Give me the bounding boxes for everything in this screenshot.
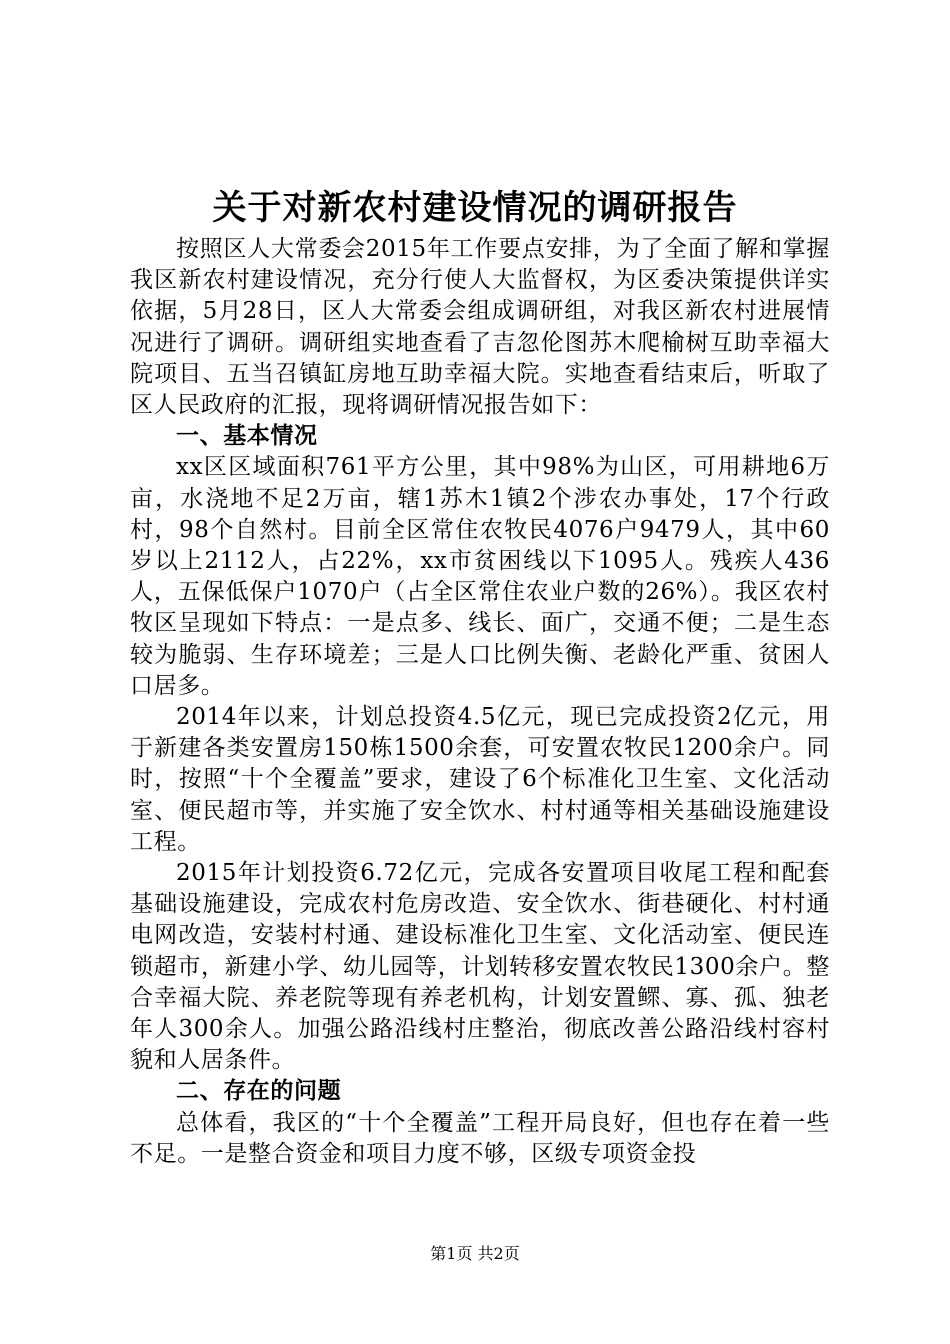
- document-body: [130, 234, 830, 1170]
- section-heading-basic-situation: 一、基本情况: [176, 423, 318, 450]
- section1-paragraph-1: xx区区域面积761平方公里，其中98%为山区，可用耕地6万亩，水浇地不足2万亩，辖1苏木1镇2个涉农办事处，17个行政村，98个自然村。目前全区常住农牧民4076户9479人，其中60岁以上2112人，占22%，xx市贫困线以下1095人。残疾人436人，五保低保户1070户（占全区常住农业户数的26%）。我区农村牧区呈现如下特点：一是点多、线长、面广，交通不便；二是生态较为脆弱、生存环境差；三是人口比例失衡、老龄化严重、贫困人口居多。: [130, 454, 830, 699]
- section1-paragraph-2: 2014年以来，计划总投资4.5亿元，现已完成投资2亿元，用于新建各类安置房150栋1500余套，可安置农牧民1200余户。同时，按照“十个全覆盖”要求，建设了6个标准化卫生室、文化活动室、便民超市等，并实施了安全饮水、村村通等相关基础设施建设工程。: [130, 704, 830, 855]
- section1-paragraph-3: 2015年计划投资6.72亿元，完成各安置项目收尾工程和配套基础设施建设，完成农村危房改造、安全饮水、街巷硬化、村村通电网改造，安装村村通、建设标准化卫生室、文化活动室、便民连锁超市，新建小学、幼儿园等，计划转移安置农牧民1300余户。整合幸福大院、养老院等现有养老机构，计划安置鳏、寡、孤、独老年人300余人。加强公路沿线村庄整治，彻底改善公路沿线村容村貌和人居条件。: [130, 860, 830, 1074]
- section2-paragraph-1: 总体看，我区的“十个全覆盖”工程开局良好，但也存在着一些不足。一是整合资金和项目力度不够，区级专项资金投: [130, 1109, 830, 1167]
- document-title: 关于对新农村建设情况的调研报告: [212, 188, 738, 228]
- intro-paragraph: 按照区人大常委会2015年工作要点安排，为了全面了解和掌握我区新农村建设情况，充分行使人大监督权，为区委决策提供详实依据，5月28日，区人大常委会组成调研组，对我区新农村进展情况进行了调研。调研组实地查看了吉忽伦图苏木爬榆树互助幸福大院项目、五当召镇缸房地互助幸福大院。实地查看结束后，听取了区人民政府的汇报，现将调研情况报告如下：: [130, 236, 830, 419]
- section-heading-existing-problems: 二、存在的问题: [176, 1078, 342, 1105]
- page-footer: 第1页 共2页: [430, 1244, 520, 1263]
